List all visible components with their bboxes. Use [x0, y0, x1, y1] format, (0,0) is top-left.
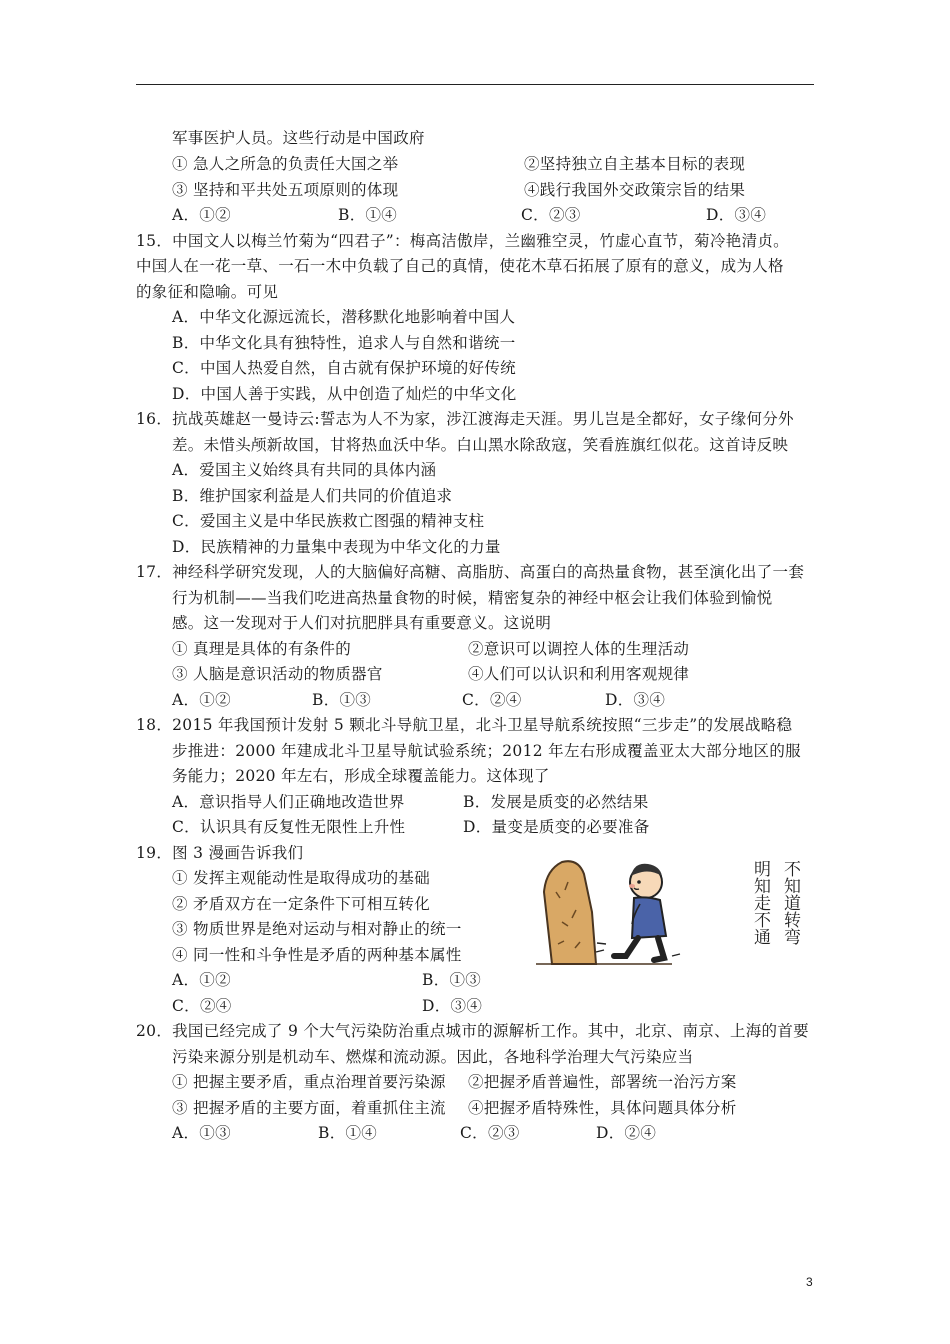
q20-choice-c: C．②③ [460, 1124, 520, 1142]
q18-stem-line-1: 18．2015 年我国预计发射 5 颗北斗导航卫星，北斗卫星导航系统按照“三步走”的发展战略稳 [136, 716, 793, 734]
q14-choice-c: C．②③ [521, 206, 581, 224]
q15-choice-d: D．中国人善于实践，从中创造了灿烂的中华文化 [172, 385, 517, 403]
q15-stem-line-1: 15．中国文人以梅兰竹菊为“四君子”：梅高洁傲岸，兰幽雅空灵，竹虚心直节，菊冷艳清贞。 [136, 232, 789, 250]
figure-3-cartoon [522, 852, 812, 970]
q20-option-1: ① 把握主要矛盾，重点治理首要污染源 [172, 1073, 446, 1091]
q19-option-3: ③ 物质世界是绝对运动与相对静止的统一 [172, 920, 462, 938]
q20-stem-line-1: 20．我国已经完成了 9 个大气污染防治重点城市的源解析工作。其中，北京、南京、上海的首要 [136, 1022, 809, 1040]
q17-stem-line-1: 17．神经科学研究发现，人的大脑偏好高糖、高脂肪、高蛋白的高热量食物，甚至演化出了一套 [136, 563, 805, 581]
q16-choice-c: C．爱国主义是中华民族救亡图强的精神支柱 [172, 512, 485, 530]
cartoon-caption-right: 不知道转弯 [780, 860, 800, 945]
q17-option-2: ②意识可以调控人体的生理活动 [468, 640, 690, 658]
q18-choice-c: C．认识具有反复性无限性上升性 [172, 818, 406, 836]
page-number: 3 [806, 1275, 813, 1289]
q17-choice-b: B．①③ [312, 691, 372, 709]
q14-stem-tail: 军事医护人员。这些行动是中国政府 [172, 129, 425, 147]
q16-choice-b: B．维护国家利益是人们共同的价值追求 [172, 487, 453, 505]
q14-option-4: ④践行我国外交政策宗旨的结果 [524, 181, 746, 199]
q15-choice-b: B．中华文化具有独特性，追求人与自然和谐统一 [172, 334, 516, 352]
q18-stem-line-2: 步推进：2000 年建成北斗卫星导航试验系统；2012 年左右形成覆盖亚太大部分地区的服 [172, 742, 801, 760]
q17-option-3: ③ 人脑是意识活动的物质器官 [172, 665, 383, 683]
q16-choice-d: D．民族精神的力量集中表现为中华文化的力量 [172, 538, 501, 556]
stone-pillar [544, 861, 596, 964]
q17-choice-a: A．①② [172, 691, 231, 709]
q19-option-4: ④ 同一性和斗争性是矛盾的两种基本属性 [172, 946, 462, 964]
q17-choice-c: C．②④ [462, 691, 522, 709]
q19-choice-a: A．①② [172, 971, 231, 989]
q18-choice-b: B．发展是质变的必然结果 [463, 793, 649, 811]
q20-choice-a: A．①③ [172, 1124, 231, 1142]
q15-choice-c: C．中国人热爱自然，自古就有保护环境的好传统 [172, 359, 516, 377]
q19-stem-line-1: 19．图 3 漫画告诉我们 [136, 844, 304, 862]
q14-choice-b: B．①④ [338, 206, 398, 224]
q17-option-1: ① 真理是具体的有条件的 [172, 640, 352, 658]
q17-choice-d: D．③④ [605, 691, 666, 709]
q15-stem-line-2: 中国人在一花一草、一石一木中负载了自己的真情，使花木草石拓展了原有的意义，成为人格 [136, 257, 784, 275]
q16-stem-line-2: 差。未惜头颅新故国，甘将热血沃中华。白山黑水除敌寇，笑看旌旗红似花。这首诗反映 [172, 436, 789, 454]
q20-choice-b: B．①④ [318, 1124, 378, 1142]
q14-choice-d: D．③④ [706, 206, 767, 224]
q14-option-3: ③ 坚持和平共处五项原则的体现 [172, 181, 399, 199]
q16-choice-a: A．爱国主义始终具有共同的具体内涵 [172, 461, 437, 479]
q19-option-1: ① 发挥主观能动性是取得成功的基础 [172, 869, 431, 887]
q19-choice-c: C．②④ [172, 997, 232, 1015]
q14-choice-a: A．①② [172, 206, 231, 224]
q17-stem-line-2: 行为机制——当我们吃进高热量食物的时候，精密复杂的神经中枢会让我们体验到愉悦 [172, 589, 773, 607]
q19-choice-b: B．①③ [422, 971, 482, 989]
q18-stem-line-3: 务能力；2020 年左右，形成全球覆盖能力。这体现了 [172, 767, 550, 785]
cartoon-caption-left: 明知走不通 [750, 860, 770, 945]
q18-choice-a: A．意识指导人们正确地改造世界 [172, 793, 405, 811]
q17-option-4: ④人们可以认识和利用客观规律 [468, 665, 690, 683]
q16-stem-line-1: 16．抗战英雄赵一曼诗云:誓志为人不为家，涉江渡海走天涯。男儿岂是全都好，女子缘何分外 [136, 410, 794, 428]
q18-choice-d: D．量变是质变的必要准备 [463, 818, 650, 836]
q20-option-4: ④把握矛盾特殊性，具体问题具体分析 [468, 1099, 737, 1117]
q14-option-2: ②坚持独立自主基本目标的表现 [524, 155, 746, 173]
q20-option-3: ③ 把握矛盾的主要方面，着重抓住主流 [172, 1099, 446, 1117]
q19-choice-d: D．③④ [422, 997, 483, 1015]
q14-option-1: ① 急人之所急的负责任大国之举 [172, 155, 399, 173]
walking-man [596, 864, 680, 960]
header-rule [136, 84, 814, 85]
q19-option-2: ② 矛盾双方在一定条件下可相互转化 [172, 895, 431, 913]
q20-choice-d: D．②④ [596, 1124, 657, 1142]
q15-stem-line-3: 的象征和隐喻。可见 [136, 283, 279, 301]
q15-choice-a: A．中华文化源远流长，潜移默化地影响着中国人 [172, 308, 516, 326]
q17-stem-line-3: 感。这一发现对于人们对抗肥胖具有重要意义。这说明 [172, 614, 552, 632]
q20-stem-line-2: 污染来源分别是机动车、燃煤和流动源。因此，各地科学治理大气污染应当 [172, 1048, 694, 1066]
q20-option-2: ②把握矛盾普遍性，部署统一治污方案 [468, 1073, 737, 1091]
